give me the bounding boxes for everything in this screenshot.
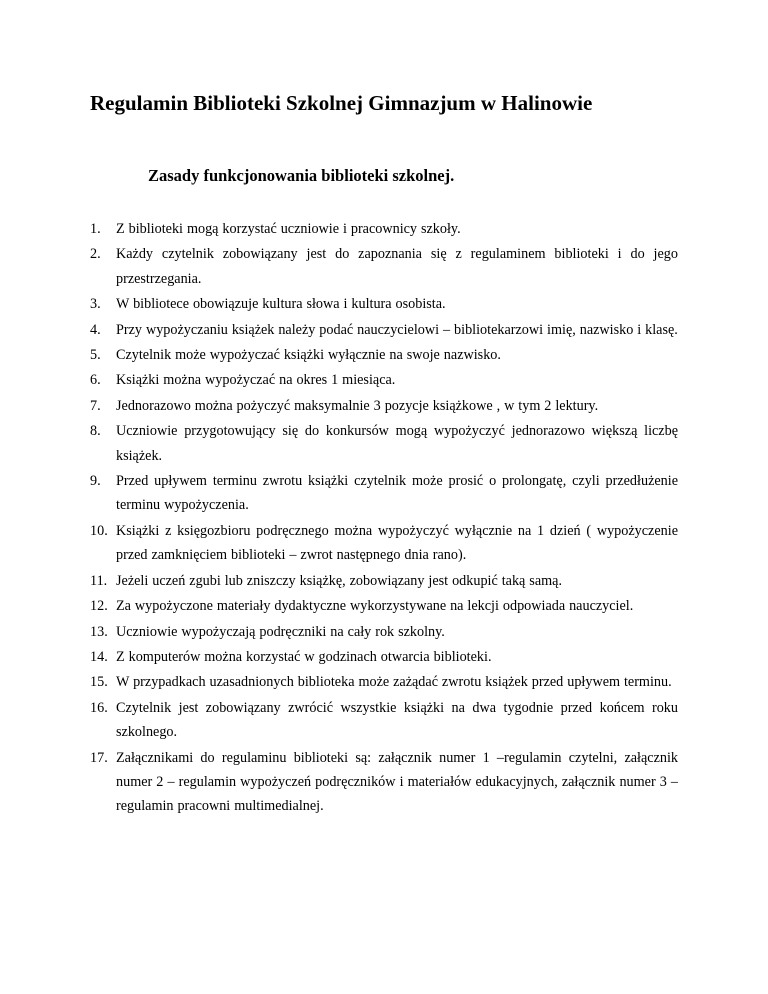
rule-number: 15. [90, 674, 108, 691]
rule-number: 4. [90, 321, 101, 338]
rule-number: 1. [90, 221, 101, 237]
rule-number: 14. [90, 648, 108, 665]
rule-item [90, 670, 678, 694]
rule-text: Książki z księgozbioru podręcznego można wypożyczyć wyłącznie na 1 dzień ( wypożyczenie przed zamknięciem biblioteki – zwrot następnego dnia rano). [116, 522, 678, 564]
rule-item [90, 594, 678, 618]
rule-text: Z komputerów można korzystać w godzinach otwarcia biblioteki. [116, 648, 492, 665]
rule-number: 5. [90, 347, 101, 364]
rule-text: Załącznikami do regulaminu biblioteki są: załącznik numer 1 –regulamin czytelni, załącznik numer 2 – regulamin wypożyczeń podręczników i materiałów edukacyjnych, załącznik numer 3 – regulamin pracowni multimedialnej. [116, 749, 678, 815]
rule-text: Uczniowie przygotowujący się do konkursów mogą wypożyczyć jednorazowo większą liczbę książek. [116, 423, 678, 464]
rule-text: Każdy czytelnik zobowiązany jest do zapoznania się z regulaminem biblioteki i do jego przestrzegania. [116, 246, 678, 287]
rule-text: Uczniowie wypożyczają podręczniki na cały rok szkolny. [116, 623, 445, 640]
rule-text: Jednorazowo można pożyczyć maksymalnie 3 pozycje książkowe , w tym 2 lektury. [116, 397, 599, 414]
rule-item [90, 394, 678, 418]
rule-item [90, 469, 678, 518]
rule-text: Przed upływem terminu zwrotu książki czytelnik może prosić o prolongatę, czyli przedłużenie terminu wypożyczenia. [116, 473, 678, 514]
rule-item [90, 620, 678, 644]
rule-number: 12. [90, 598, 108, 615]
rule-text: W przypadkach uzasadnionych biblioteka może zażądać zwrotu książek przed upływem terminu. [116, 674, 672, 691]
rule-number: 9. [90, 473, 101, 490]
rule-item [90, 318, 678, 342]
rule-item [90, 696, 678, 745]
rule-item [90, 645, 678, 669]
rule-item [90, 292, 678, 316]
rule-number: 8. [90, 423, 101, 440]
rule-item [90, 242, 678, 291]
rule-number: 3. [90, 296, 101, 313]
rule-number: 17. [90, 749, 108, 766]
rule-number: 10. [90, 522, 108, 539]
rule-item [90, 419, 678, 468]
rule-text: Za wypożyczone materiały dydaktyczne wykorzystywane na lekcji odpowiada nauczyciel. [116, 598, 634, 615]
rule-number: 16. [90, 699, 108, 716]
rule-number: 11. [90, 572, 108, 589]
section-subtitle: Zasady funkcjonowania biblioteki szkolnej. [148, 166, 455, 185]
rule-text: Książki można wypożyczać na okres 1 miesiąca. [116, 372, 396, 389]
rule-item [90, 368, 678, 392]
rule-text: Jeżeli uczeń zgubi lub zniszczy książkę, zobowiązany jest odkupić taką samą. [116, 572, 563, 589]
rule-item [90, 569, 678, 593]
rules-list [90, 217, 678, 820]
rule-item [90, 217, 678, 241]
rule-number: 6. [90, 372, 101, 389]
rule-item [90, 343, 678, 367]
rule-text: W bibliotece obowiązuje kultura słowa i kultura osobista. [116, 296, 446, 313]
rule-item [90, 519, 678, 568]
rule-text: Czytelnik może wypożyczać książki wyłącznie na swoje nazwisko. [116, 347, 501, 364]
rule-item [90, 746, 678, 819]
rule-text: Czytelnik jest zobowiązany zwrócić wszystkie książki na dwa tygodnie przed końcem roku szkolnego. [116, 699, 678, 741]
rule-number: 2. [90, 246, 101, 263]
rule-text: Z biblioteki mogą korzystać uczniowie i pracownicy szkoły. [116, 221, 461, 237]
rule-number: 13. [90, 623, 108, 640]
rule-text: Przy wypożyczaniu książek należy podać nauczycielowi – bibliotekarzowi imię, nazwisko i klasę. [116, 321, 678, 338]
document-title: Regulamin Biblioteki Szkolnej Gimnazjum w Halinowie [90, 91, 593, 115]
rule-number: 7. [90, 397, 101, 414]
